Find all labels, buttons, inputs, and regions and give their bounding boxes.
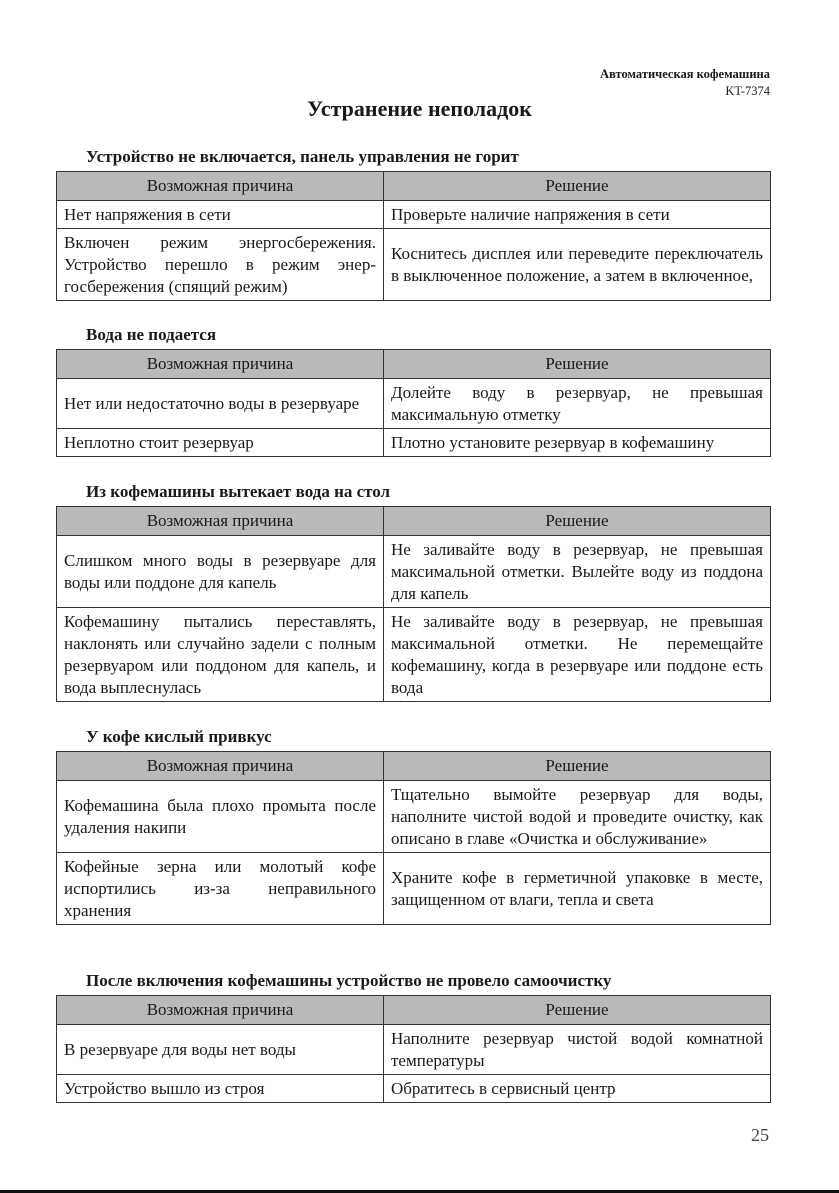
- solution-cell: Тщательно вымойте резервуар для воды, наполните чистой водой и проведите очистку, как описано в главе «Очистка и обслуживание»: [384, 781, 771, 853]
- solution-cell: Не заливайте воду в резервуар, не превышая максимальной отметки. Вылейте воду из поддона для капель: [384, 536, 771, 608]
- cause-cell: Устройство вышло из строя: [57, 1075, 384, 1103]
- cause-cell: Нет или недостаточно воды в резервуаре: [57, 379, 384, 429]
- cause-cell: В резервуаре для воды нет воды: [57, 1025, 384, 1075]
- table-row: [57, 229, 771, 301]
- cause-column-header: Возможная причина: [57, 752, 384, 781]
- page-number: 25: [751, 1125, 769, 1145]
- table-row: [57, 608, 771, 702]
- table-row: [57, 536, 771, 608]
- table-header-row: [57, 996, 771, 1025]
- table-row: [57, 1075, 771, 1103]
- cause-column-header: Возможная причина: [57, 507, 384, 536]
- table-header-row: [57, 350, 771, 379]
- table-row: [57, 429, 771, 457]
- cause-cell: Слишком много воды в резервуаре для воды или поддоне для капель: [57, 536, 384, 608]
- solution-column-header: Решение: [384, 350, 771, 379]
- cause-column-header: Возможная причина: [57, 996, 384, 1025]
- solution-column-header: Решение: [384, 172, 771, 201]
- troubleshooting-table: [56, 995, 771, 1103]
- table-header-row: [57, 752, 771, 781]
- solution-cell: Долейте воду в резервуар, не превышая максимальную отметку: [384, 379, 771, 429]
- cause-cell: Кофемашина была плохо промыта после удаления накипи: [57, 781, 384, 853]
- table-header-row: [57, 507, 771, 536]
- solution-cell: Плотно установите резервуар в кофемашину: [384, 429, 771, 457]
- troubleshooting-table: [56, 751, 771, 925]
- cause-cell: Нет напряжения в сети: [57, 201, 384, 229]
- table-row: [57, 781, 771, 853]
- product-name: Автоматическая кофемашина: [600, 67, 770, 81]
- solution-cell: Храните кофе в герметичной упаковке в месте, защищенном от влаги, тепла и света: [384, 853, 771, 925]
- solution-cell: Обратитесь в сервисный центр: [384, 1075, 771, 1103]
- cause-cell: Включен режим энергосбережения. Устройство перешло в режим энергосбережения (спящий режим): [57, 229, 384, 301]
- troubleshooting-table: [56, 506, 771, 702]
- page-header: [600, 66, 770, 100]
- table-row: [57, 853, 771, 925]
- solution-column-header: Решение: [384, 996, 771, 1025]
- section-heading: Из кофемашины вытекает вода на стол: [86, 482, 391, 501]
- solution-cell: Коснитесь дисплея или переведите переключатель в выключенное положение, а затем в включенное,: [384, 229, 771, 301]
- cause-column-header: Возможная причина: [57, 172, 384, 201]
- solution-cell: Проверьте наличие напряжения в сети: [384, 201, 771, 229]
- section-heading: У кофе кислый привкус: [86, 727, 272, 746]
- troubleshooting-table: [56, 349, 771, 457]
- solution-column-header: Решение: [384, 507, 771, 536]
- cause-column-header: Возможная причина: [57, 350, 384, 379]
- solution-cell: Наполните резервуар чистой водой комнатной температуры: [384, 1025, 771, 1075]
- section-heading: После включения кофемашины устройство не провело самоочистку: [86, 971, 612, 990]
- table-row: [57, 201, 771, 229]
- table-row: [57, 379, 771, 429]
- cause-cell: Кофейные зерна или молотый кофе испортились из-за неправильного хранения: [57, 853, 384, 925]
- troubleshooting-table: [56, 171, 771, 301]
- cause-cell: Неплотно стоит резервуар: [57, 429, 384, 457]
- solution-cell: Не заливайте воду в резервуар, не превышая максимальной отметки. Не перемещайте кофемашину, когда в резервуаре или поддоне есть вода: [384, 608, 771, 702]
- section-heading: Вода не подается: [86, 325, 217, 344]
- cause-cell: Кофемашину пытались переставлять, наклонять или случайно задели с полным резервуаром или поддоном для капель, и вода выплеснулась: [57, 608, 384, 702]
- page-title: Устранение неполадок: [307, 96, 532, 121]
- solution-column-header: Решение: [384, 752, 771, 781]
- table-row: [57, 1025, 771, 1075]
- table-header-row: [57, 172, 771, 201]
- model-number: KT-7374: [725, 84, 770, 98]
- section-heading: Устройство не включается, панель управления не горит: [86, 147, 519, 166]
